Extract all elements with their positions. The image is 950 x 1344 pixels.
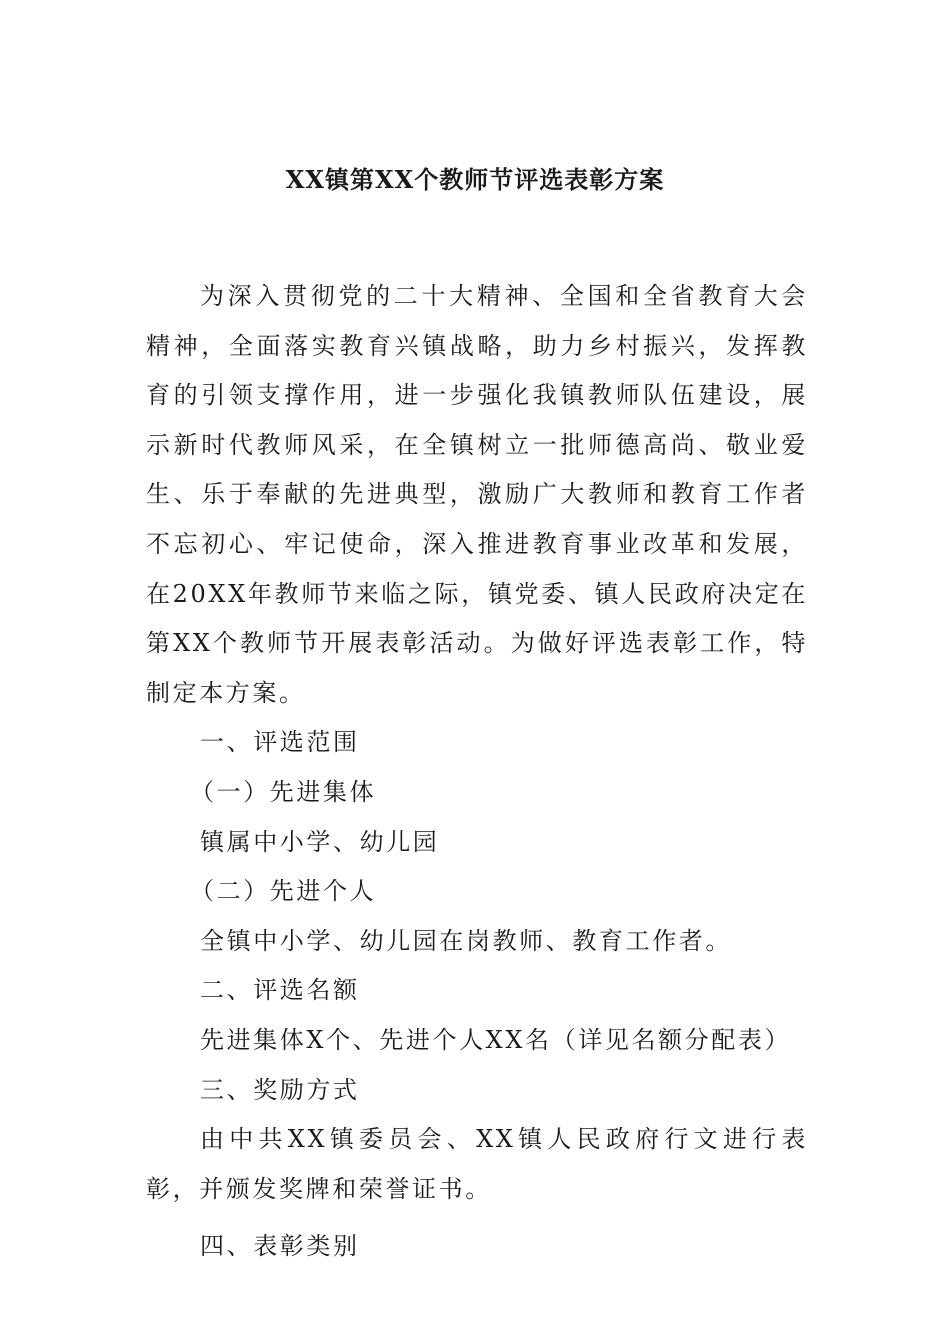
individual-scope-text: 全镇中小学、幼儿园在岗教师、教育工作者。 [200,926,732,955]
section-heading-reward: 三、奖励方式 [200,1075,360,1104]
section-heading-quota: 二、评选名额 [200,976,360,1005]
section-heading-categories: 四、表彰类别 [200,1232,360,1261]
collective-scope-text: 镇属中小学、幼儿园 [200,827,440,856]
reward-text: 由中共XX镇委员会、XX镇人民政府行文进行表彰，并颁发奖牌和荣誉证书。 [146,1125,808,1203]
paragraph-spacer [146,1214,808,1222]
document-body [146,272,808,1272]
document-title: XX镇第XX个教师节评选表彰方案 [285,165,665,194]
quota-text: 先进集体X个、先进个人XX名（详见名额分配表） [200,1025,792,1054]
subheading-advanced-collective: （一）先进集体 [190,777,377,806]
intro-paragraph: 为深入贯彻党的二十大精神、全国和全省教育大会精神，全面落实教育兴镇战略，助力乡村振兴，发挥教育的引领支撑作用，进一步强化我镇教师队伍建设，展示新时代教师风采，在全镇树立一批师德高尚、敬业爱生、乐于奉献的先进典型，激励广大教师和教育工作者不忘初心、牢记使命，深入推进教育事业改革和发展，在20XX年教师节来临之际，镇党委、镇人民政府决定在第XX个教师节开展表彰活动。为做好评选表彰工作，特制定本方案。 [146,282,808,707]
section-heading-scope: 一、评选范围 [200,728,360,757]
subheading-advanced-individual: （二）先进个人 [190,877,377,906]
